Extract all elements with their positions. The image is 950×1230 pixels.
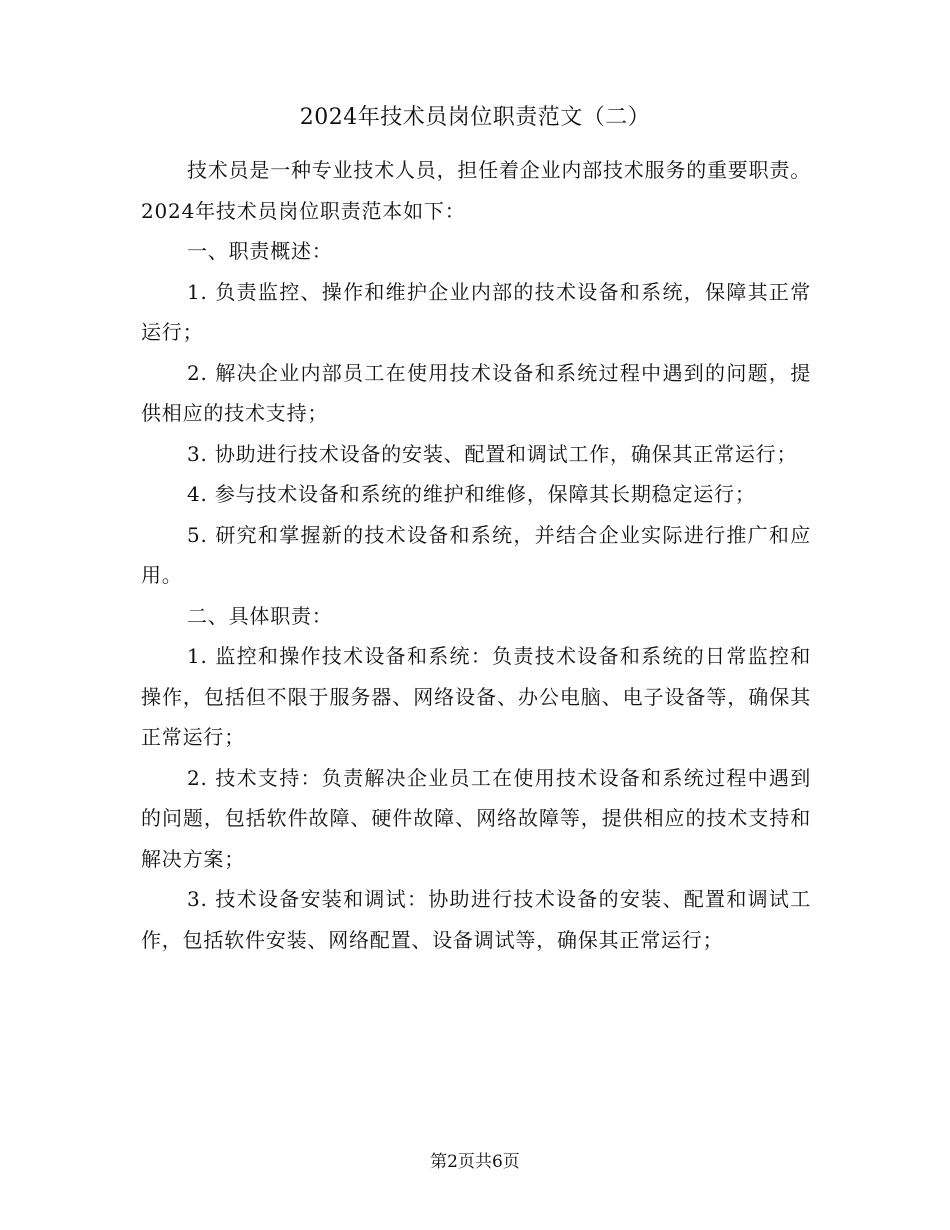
duty-item: 3. 技术设备安装和调试：协助进行技术设备的安装、配置和调试工作，包括软件安装、网络配置、设备调试等，确保其正常运行； xyxy=(141,887,811,952)
overview-item: 2. 解决企业内部员工在使用技术设备和系统过程中遇到的问题，提供相应的技术支持； xyxy=(141,360,811,425)
intro-paragraph: 技术员是一种专业技术人员，担任着企业内部技术服务的重要职责。2024年技术员岗位职责范本如下： xyxy=(141,158,811,223)
overview-item: 1. 负责监控、操作和维护企业内部的技术设备和系统，保障其正常运行； xyxy=(141,279,811,344)
section-heading-duties: 二、具体职责： xyxy=(187,603,333,628)
duty-item: 1. 监控和操作技术设备和系统：负责技术设备和系统的日常监控和操作，包括但不限于服务器、网络设备、办公电脑、电子设备等，确保其正常运行； xyxy=(141,644,811,749)
document-body xyxy=(141,150,811,960)
section-heading-overview: 一、职责概述： xyxy=(187,239,333,263)
page-number-footer: 第2页共6页 xyxy=(430,1152,520,1172)
overview-item: 5. 研究和掌握新的技术设备和系统，并结合企业实际进行推广和应用。 xyxy=(141,522,811,587)
duty-item: 2. 技术支持：负责解决企业员工在使用技术设备和系统过程中遇到的问题，包括软件故障、硬件故障、网络故障等，提供相应的技术支持和解决方案； xyxy=(141,765,811,871)
document-title: 2024年技术员岗位职责范文（二） xyxy=(299,105,651,130)
overview-item: 3. 协助进行技术设备的安装、配置和调试工作，确保其正常运行； xyxy=(187,441,798,466)
overview-item: 4. 参与技术设备和系统的维护和维修，保障其长期稳定运行； xyxy=(187,482,756,506)
